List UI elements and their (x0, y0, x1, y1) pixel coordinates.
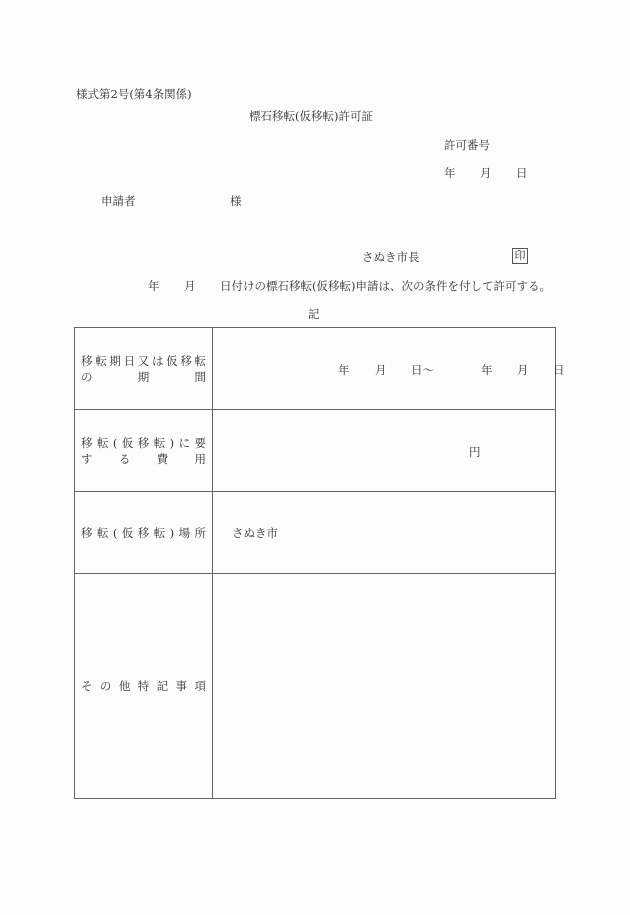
permit-details-table (74, 327, 565, 799)
label-special-notes: そ の 他 特 記 事 項 (75, 574, 213, 799)
statement-month: 月 (184, 279, 196, 293)
document-title: 標石移転(仮移転)許可証 (249, 109, 373, 123)
label-relocation-cost: 移 転 ( 仮 移 転 ) に 要 す る 費 用 (75, 410, 213, 492)
value-relocation-cost: 円 (213, 410, 556, 492)
statement-year: 年 (148, 279, 160, 293)
table-row-special-notes (75, 574, 556, 799)
form-number: 様式第2号(第4条関係) (76, 87, 192, 101)
issuer-name: さぬき市長 (362, 250, 420, 264)
value-relocation-period: 年 月 日〜 年 月 日 (213, 328, 556, 410)
issue-date-day: 日 (516, 166, 528, 180)
seal-mark: 印 (512, 248, 528, 264)
table-row-period (75, 328, 556, 410)
applicant-label: 申請者 (101, 194, 136, 208)
statement-text: 日付けの標石移転(仮移転)申請は、次の条件を付して許可する。 (220, 279, 551, 293)
table-row-location (75, 492, 556, 574)
value-relocation-location: さぬき市 (213, 492, 556, 574)
ki-heading: 記 (308, 307, 320, 321)
permit-number-label: 許可番号 (444, 138, 490, 152)
label-relocation-period: 移 転 期 日 又 は 仮 移 転 の 期 間 (75, 328, 213, 410)
issue-date-month: 月 (480, 166, 492, 180)
table-row-cost (75, 410, 556, 492)
issue-date-year: 年 (444, 166, 456, 180)
label-relocation-location: 移 転 ( 仮 移 転 ) 場 所 (75, 492, 213, 574)
value-special-notes (213, 574, 556, 799)
applicant-honorific: 様 (230, 194, 242, 208)
